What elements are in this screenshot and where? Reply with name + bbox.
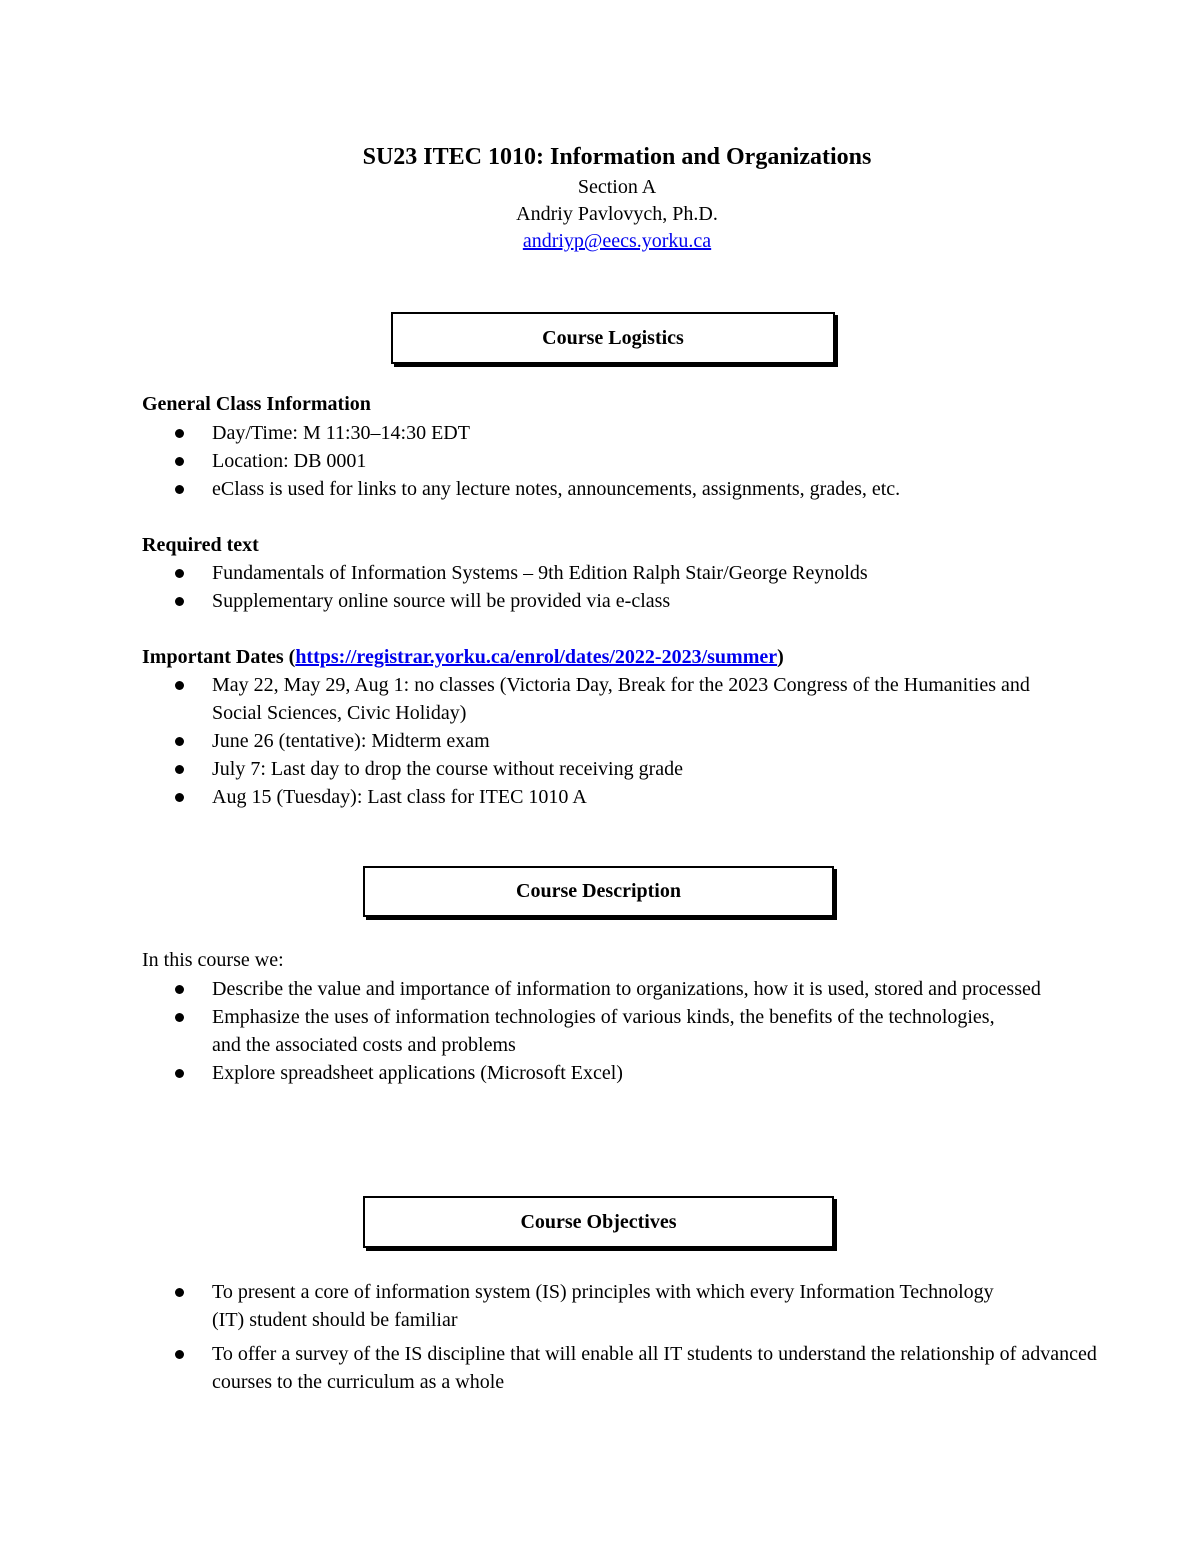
bullet-icon <box>175 597 184 606</box>
description-intro: In this course we: <box>142 949 284 971</box>
bullet-icon <box>175 985 184 994</box>
required-text-list <box>142 559 1062 615</box>
bullet-icon <box>175 1288 184 1297</box>
list-item: eClass is used for links to any lecture notes, announcements, assignments, grades, etc. <box>142 475 1062 503</box>
list-item: Describe the value and importance of information to organizations, how it is used, stored and processed <box>142 975 1102 1003</box>
list-item: June 26 (tentative): Midterm exam <box>142 727 1042 755</box>
registrar-dates-link[interactable]: https://registrar.yorku.ca/enrol/dates/2022-2023/summer <box>295 646 778 668</box>
general-info-list <box>142 419 1062 503</box>
list-item: Aug 15 (Tuesday): Last class for ITEC 1010 A <box>142 783 1042 811</box>
required-text-heading: Required text <box>142 534 259 556</box>
list-item: Location: DB 0001 <box>142 447 1062 475</box>
bullet-icon <box>175 429 184 438</box>
list-item: Supplementary online source will be provided via e-class <box>142 587 1062 615</box>
general-info-heading: General Class Information <box>142 393 371 415</box>
important-dates-list <box>142 671 1042 811</box>
bullet-icon <box>175 485 184 494</box>
course-objectives-header: Course Objectives <box>363 1196 834 1248</box>
list-item: Emphasize the uses of information technologies of various kinds, the benefits of the technologies, and the associated costs and problems <box>142 1003 1102 1059</box>
bullet-icon <box>175 793 184 802</box>
bullet-icon <box>175 737 184 746</box>
section-label: Section A <box>577 176 657 198</box>
instructor-name: Andriy Pavlovych, Ph.D. <box>516 203 718 225</box>
list-item: To offer a survey of the IS discipline that will enable all IT students to understand the relationship of advanced courses to the curriculum as a whole <box>142 1340 1112 1396</box>
bullet-icon <box>175 457 184 466</box>
list-item: Day/Time: M 11:30–14:30 EDT <box>142 419 1062 447</box>
bullet-icon <box>175 765 184 774</box>
list-item: July 7: Last day to drop the course without receiving grade <box>142 755 1042 783</box>
list-item: To present a core of information system (IS) principles with which every Information Technology (IT) student should be familiar <box>142 1278 1112 1334</box>
bullet-icon <box>175 681 184 690</box>
course-logistics-header: Course Logistics <box>391 312 835 364</box>
bullet-icon <box>175 1069 184 1078</box>
list-item: May 22, May 29, Aug 1: no classes (Victoria Day, Break for the 2023 Congress of the Humanities and Social Sciences, Civic Holiday) <box>142 671 1042 727</box>
list-item: Explore spreadsheet applications (Microsoft Excel) <box>142 1059 1102 1087</box>
instructor-email-link[interactable]: andriyp@eecs.yorku.ca <box>522 230 712 252</box>
page-title: SU23 ITEC 1010: Information and Organizations <box>362 144 872 170</box>
bullet-icon <box>175 1013 184 1022</box>
course-description-header: Course Description <box>363 866 834 917</box>
description-list <box>142 975 1102 1087</box>
bullet-icon <box>175 1350 184 1359</box>
list-item: Fundamentals of Information Systems – 9th Edition Ralph Stair/George Reynolds <box>142 559 1062 587</box>
bullet-icon <box>175 569 184 578</box>
important-dates-heading: Important Dates (https://registrar.yorku.ca/enrol/dates/2022-2023/summer) <box>142 646 784 668</box>
objectives-list <box>142 1278 1112 1396</box>
